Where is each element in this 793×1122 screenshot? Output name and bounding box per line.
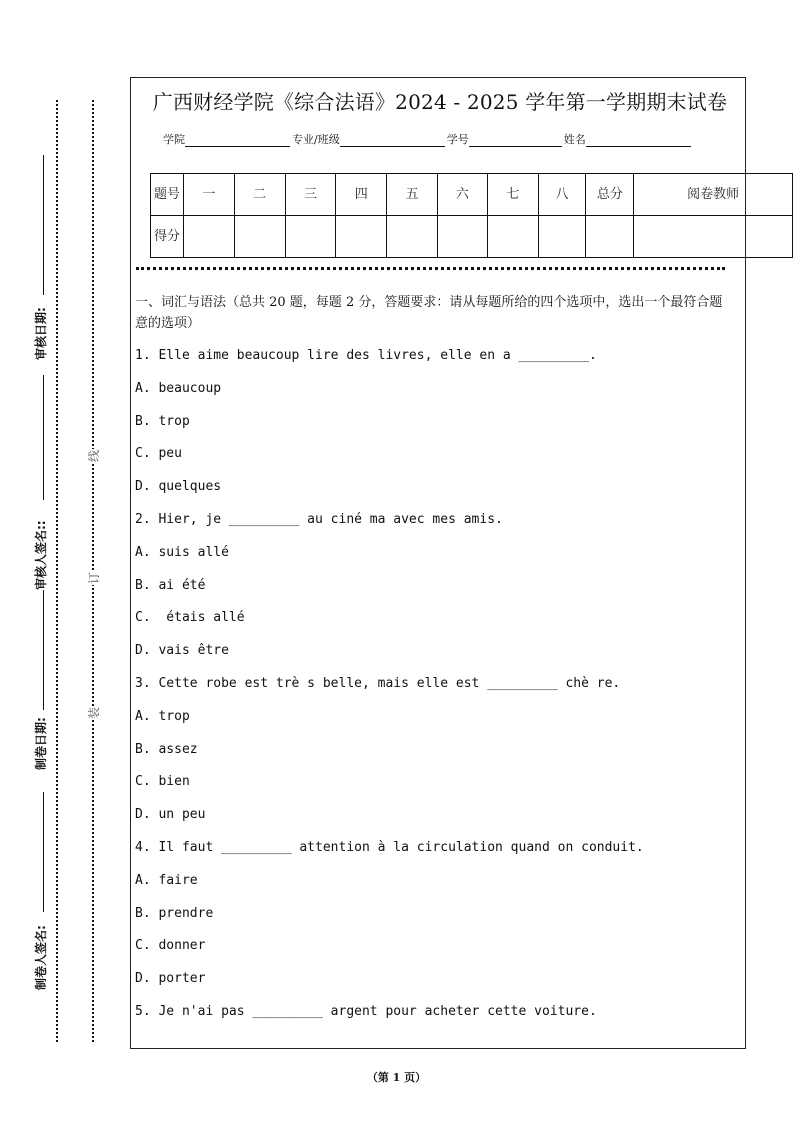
col-header-total: 总分 (586, 174, 634, 216)
row-label-question-no: 题号 (151, 174, 184, 216)
score-cell[interactable] (387, 216, 438, 258)
answer-option[interactable]: A. suis allé (135, 544, 229, 560)
row-label-score: 得分 (151, 216, 184, 258)
make-date-line[interactable] (43, 590, 44, 710)
page-title: 广西财经学院《综合法语》2024 - 2025 学年第一学期期末试卷 (152, 90, 728, 114)
col-header: 四 (336, 174, 387, 216)
question-text: 1. Elle aime beaucoup lire des livres, elle en a _________. (135, 348, 597, 363)
score-table (150, 173, 793, 258)
make-date-label: 制卷日期: (34, 717, 48, 770)
col-header: 六 (437, 174, 487, 216)
score-cell[interactable] (234, 216, 285, 258)
score-cell[interactable] (437, 216, 487, 258)
separator (136, 267, 725, 270)
score-cell[interactable] (634, 216, 793, 258)
answer-option[interactable]: D. un peu (135, 807, 206, 823)
review-date-line[interactable] (43, 155, 44, 295)
answer-option[interactable]: A. trop (135, 708, 190, 724)
reviewer-sign-line[interactable] (43, 375, 44, 500)
answer-option[interactable]: B. prendre (135, 905, 214, 921)
student-no-label: 学号 (446, 133, 469, 146)
answer-option[interactable]: C. peu (135, 446, 182, 462)
score-cell[interactable] (336, 216, 387, 258)
student-info-row (163, 131, 693, 147)
score-cell[interactable] (586, 216, 634, 258)
dotted-cut-line (56, 100, 58, 1042)
answer-option[interactable]: B. ai été (135, 577, 206, 593)
maker-sign-label: 制卷人签名: (34, 925, 48, 990)
col-header: 五 (387, 174, 438, 216)
signature-margin (30, 100, 50, 1040)
col-header: 一 (183, 174, 234, 216)
name-field[interactable] (586, 132, 691, 147)
section-heading: 一、词汇与语法（总共 20 题，每题 2 分，答题要求：请从每题所给的四个选项中，选出一个最符合题意的选项） (135, 295, 723, 331)
binding-marks (83, 100, 103, 1040)
question-list (135, 346, 644, 1035)
col-header: 八 (538, 174, 586, 216)
score-cell[interactable] (183, 216, 234, 258)
question-text: 3. Cette robe est trè s belle, mais elle est _________ chè re. (135, 675, 621, 691)
student-no-field[interactable] (469, 132, 562, 147)
reviewer-sign-label: 审核人签名:: (34, 520, 48, 590)
col-header: 二 (234, 174, 285, 216)
answer-option[interactable]: D. porter (135, 971, 206, 987)
question-text: 5. Je n'ai pas _________ argent pour acheter cette voiture. (135, 1003, 597, 1019)
answer-option[interactable]: D. quelques (135, 479, 222, 495)
col-header-grader: 阅卷教师 (634, 174, 793, 216)
bind-char-ding: 订 (87, 571, 101, 584)
score-cell[interactable] (487, 216, 538, 258)
page-number: （第 1 页） (366, 1071, 427, 1084)
major-field[interactable] (340, 132, 445, 147)
answer-option[interactable]: C. bien (135, 774, 190, 790)
bind-char-xian: 线 (87, 449, 101, 462)
bind-char-zhuang: 装 (87, 706, 101, 719)
answer-option[interactable]: D. vais être (135, 643, 229, 659)
col-header: 三 (285, 174, 336, 216)
answer-option[interactable]: B. assez (135, 741, 198, 757)
answer-option[interactable]: A. beaucoup (135, 380, 222, 396)
answer-option[interactable]: C. donner (135, 938, 206, 954)
question-text: 2. Hier, je _________ au ciné ma avec mes amis. (135, 511, 503, 527)
major-label: 专业/班级 (292, 133, 340, 146)
answer-option[interactable]: B. trop (135, 413, 190, 429)
score-cell[interactable] (285, 216, 336, 258)
name-label: 姓名 (563, 133, 586, 146)
review-date-label: 审核日期: (34, 307, 48, 360)
college-label: 学院 (163, 133, 185, 146)
score-cell[interactable] (538, 216, 586, 258)
question-text: 4. Il faut _________ attention à la circulation quand on conduit. (135, 839, 644, 855)
maker-sign-line[interactable] (43, 792, 44, 912)
col-header: 七 (487, 174, 538, 216)
college-field[interactable] (185, 132, 290, 147)
answer-option[interactable]: C. étais allé (135, 610, 245, 626)
answer-option[interactable]: A. faire (135, 872, 198, 888)
